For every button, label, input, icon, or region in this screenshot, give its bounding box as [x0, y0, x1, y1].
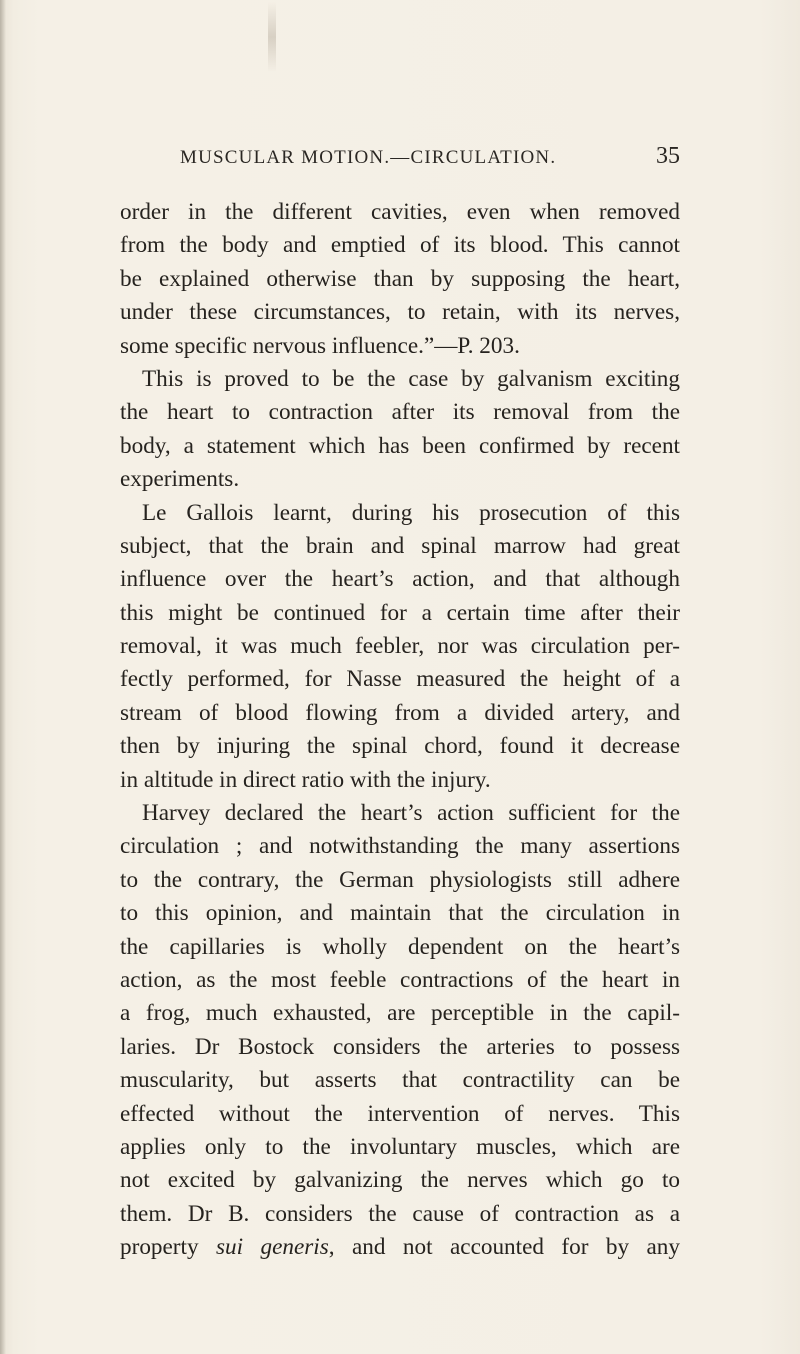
text-line: Harvey declared the heart’s action sufficient for the	[142, 800, 680, 827]
text-line: body, a statement which has been confirmed by recent	[120, 432, 680, 459]
running-head: MUSCULAR MOTION.—CIRCULATION.	[180, 147, 557, 168]
text-line: circulation ; and notwithstanding the many assertions	[120, 833, 680, 860]
italic-phrase: sui generis	[216, 1234, 329, 1261]
text-line: in altitude in direct ratio with the injury.	[120, 766, 491, 793]
text-line: influence over the heart’s action, and that although	[120, 566, 680, 593]
text-fragment: , and not accounted for by any	[328, 1234, 680, 1261]
text-line: this might be continued for a certain time after their	[120, 599, 680, 626]
text-line: them. Dr B. considers the cause of contraction as a	[120, 1200, 680, 1227]
text-line: stream of blood flowing from a divided artery, and	[120, 699, 680, 726]
text-line: action, as the most feeble contractions of the heart in	[120, 966, 680, 993]
text-line: under these circumstances, to retain, with its nerves,	[120, 299, 680, 326]
text-line: effected without the intervention of nerves. This	[120, 1100, 680, 1127]
text-line: the capillaries is wholly dependent on the heart’s	[120, 933, 680, 960]
text-line-last	[120, 1231, 680, 1264]
text-line: This is proved to be the case by galvanism exciting	[142, 365, 680, 392]
text-line: the heart to contraction after its removal from the	[120, 399, 680, 426]
text-line: then by injuring the spinal chord, found it decrease	[120, 733, 680, 760]
text-line: to the contrary, the German physiologists still adhere	[120, 866, 680, 893]
text-line: removal, it was much feebler, nor was circulation per-	[120, 633, 680, 660]
binding-shadow	[0, 0, 6, 1354]
text-line: to this opinion, and maintain that the circulation in	[120, 900, 680, 927]
text-fragment: property	[120, 1234, 216, 1261]
page-header	[120, 143, 680, 177]
text-line: experiments.	[120, 466, 240, 493]
text-line: a frog, much exhausted, are perceptible in the capil-	[120, 1000, 680, 1027]
text-line: order in the different cavities, even when removed	[120, 199, 680, 225]
text-line: some specific nervous influence.”—P. 203.	[120, 332, 520, 359]
text-line: laries. Dr Bostock considers the arteries to possess	[120, 1033, 680, 1060]
text-line: Le Gallois learnt, during his prosecution of this	[142, 499, 680, 526]
text-line: fectly performed, for Nasse measured the height of a	[120, 666, 680, 693]
text-line: not excited by galvanizing the nerves which go to	[120, 1167, 680, 1194]
text-line: muscularity, but asserts that contractility can be	[120, 1067, 680, 1094]
body-text	[120, 196, 680, 1265]
text-line: subject, that the brain and spinal marrow had great	[120, 532, 680, 559]
page-number: 35	[656, 143, 680, 169]
text-line: be explained otherwise than by supposing the heart,	[120, 265, 680, 292]
text-line: from the body and emptied of its blood. This cannot	[120, 232, 680, 259]
paper-stain	[268, 2, 276, 72]
text-line: applies only to the involuntary muscles, which are	[120, 1133, 680, 1160]
